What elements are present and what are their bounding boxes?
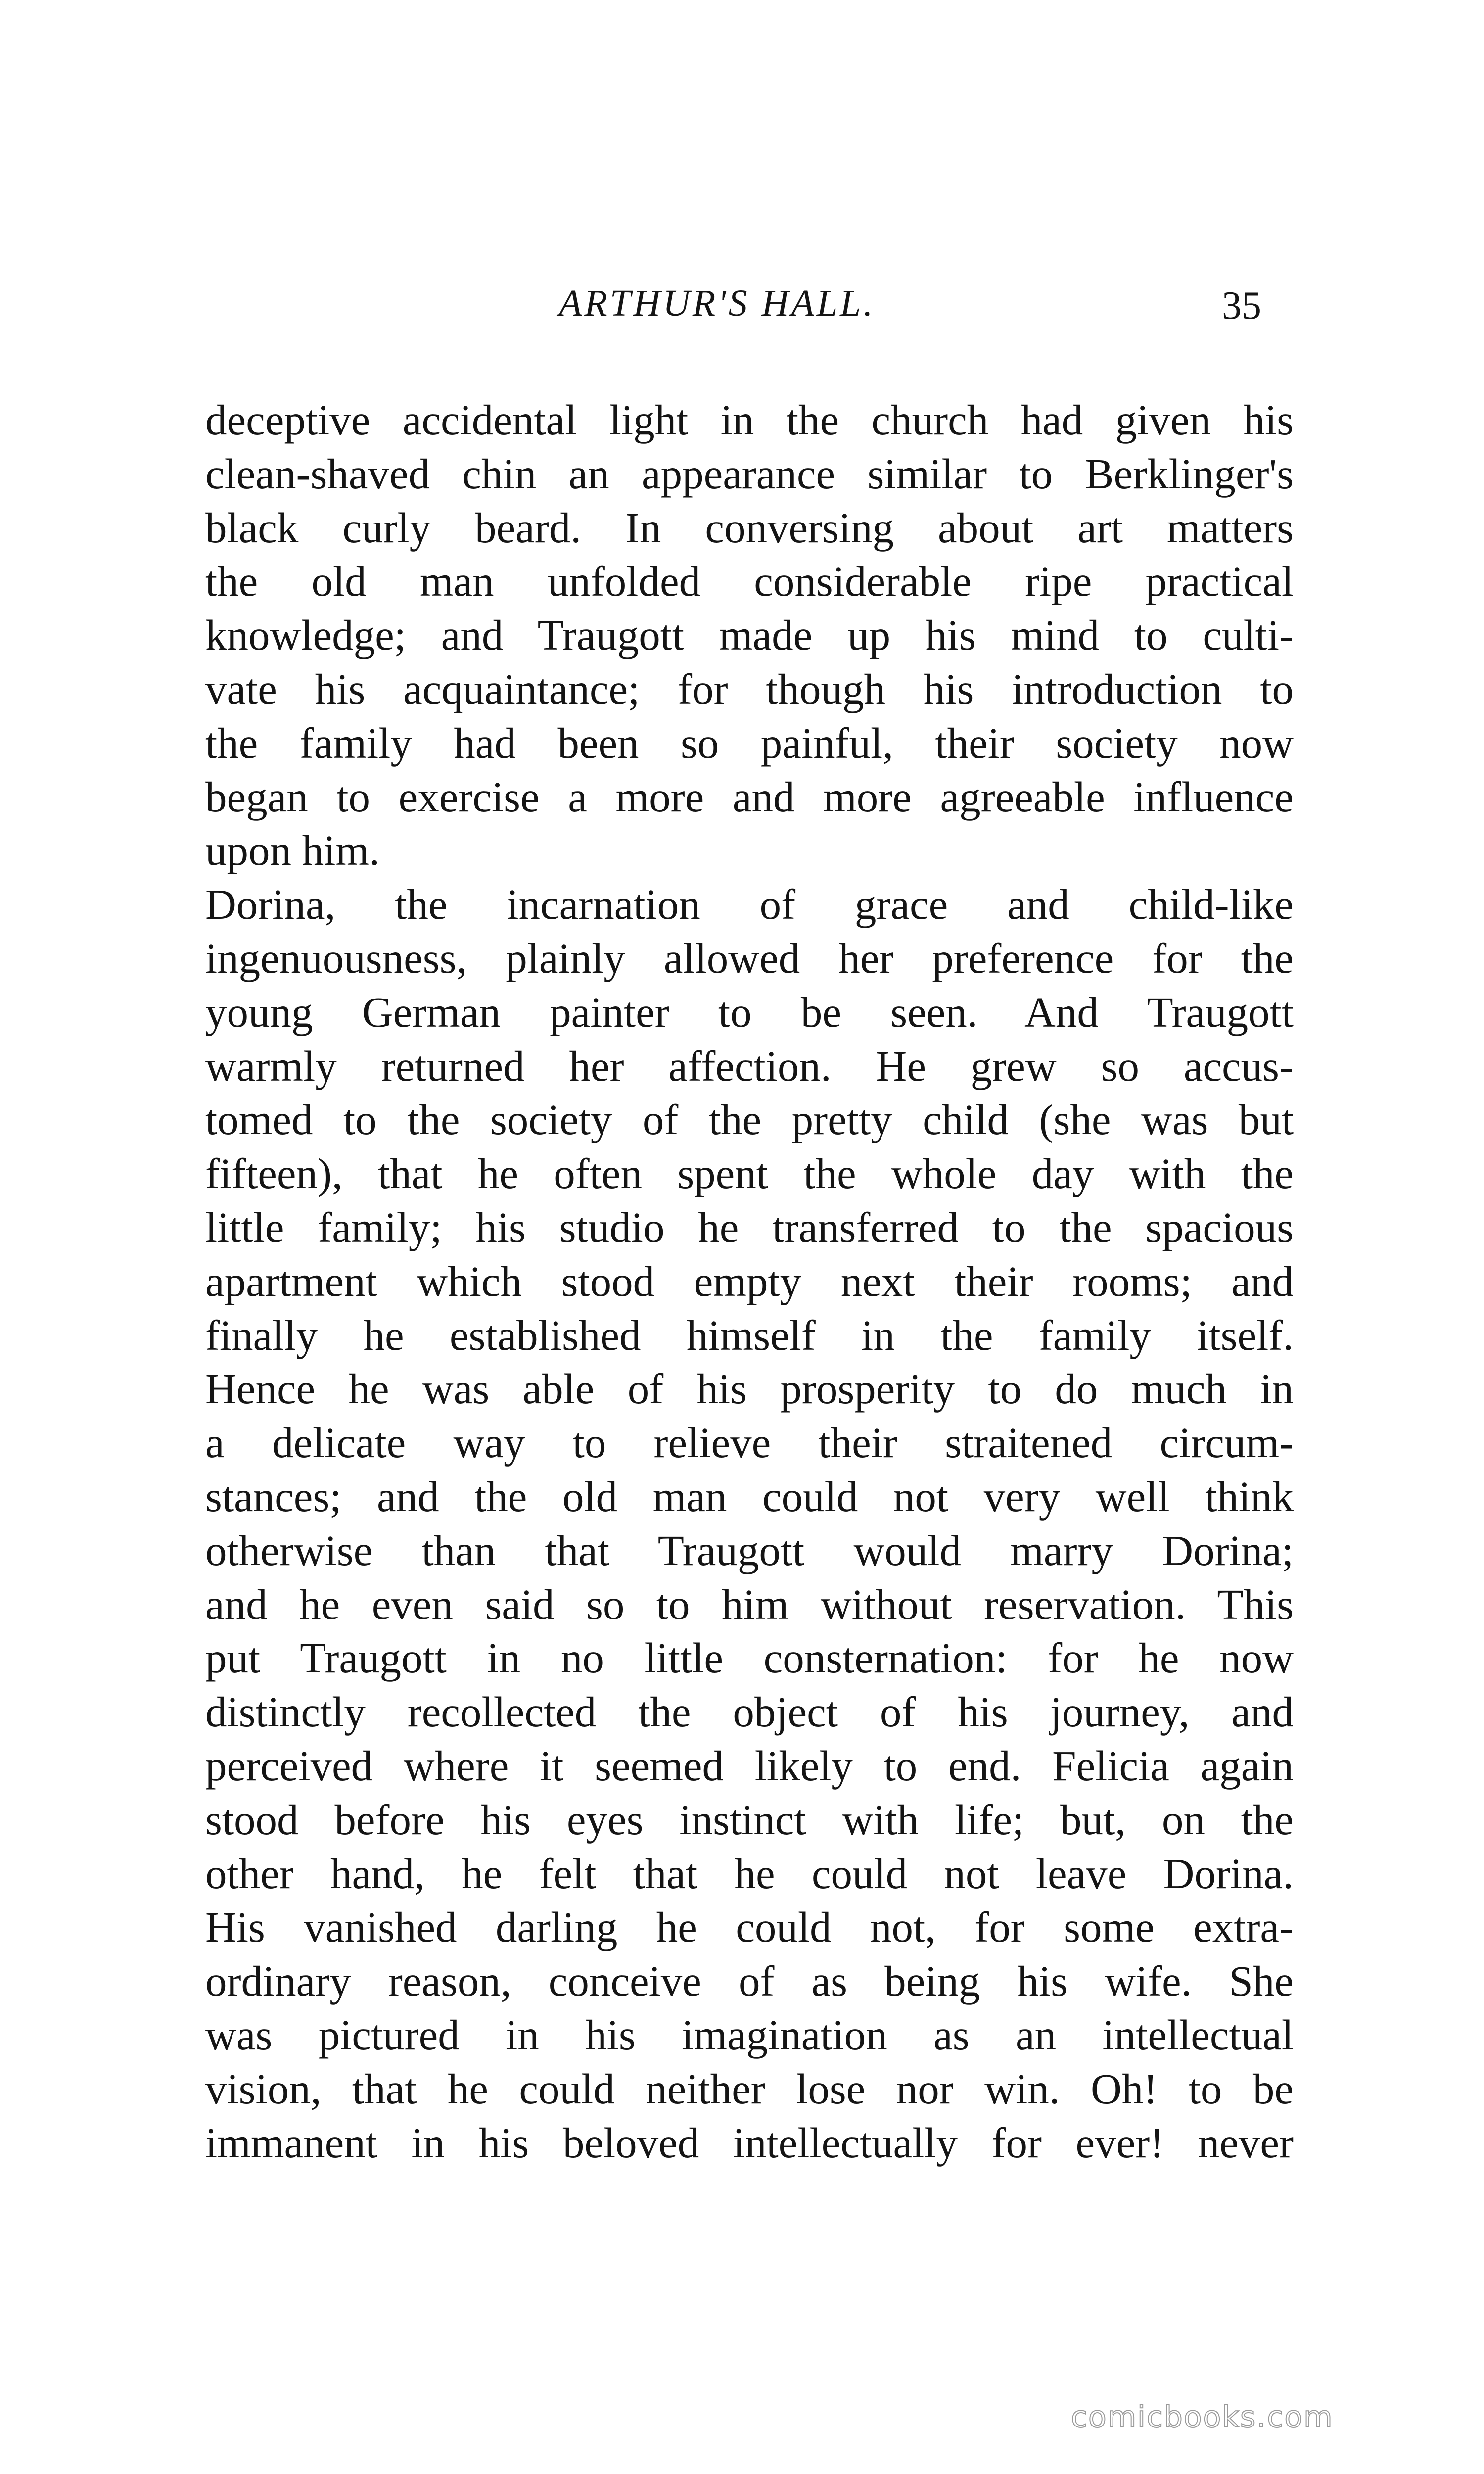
text-line: vision, that he could neither lose nor win. Oh! to be xyxy=(205,2064,1294,2113)
text-line: warmly returned her affection. He grew so accus- xyxy=(205,1042,1294,1090)
text-line: and he even said so to him without reservation. This xyxy=(205,1580,1294,1628)
body-text xyxy=(205,393,1294,2170)
running-head: ARTHUR'S HALL. xyxy=(559,283,876,324)
text-line: stood before his eyes instinct with life; but, on the xyxy=(205,1795,1294,1844)
text-line: perceived where it seemed likely to end. Felicia again xyxy=(205,1741,1294,1790)
text-line: Dorina, the incarnation of grace and child-like xyxy=(205,880,1294,929)
text-line: upon him. xyxy=(205,826,380,875)
text-line: otherwise than that Traugott would marry Dorina; xyxy=(205,1526,1294,1574)
text-line: the old man unfolded considerable ripe practical xyxy=(205,557,1294,606)
text-line: young German painter to be seen. And Traugott xyxy=(205,988,1294,1036)
text-line: immanent in his beloved intellectually for ever! never xyxy=(205,2118,1294,2167)
text-line: stances; and the old man could not very well think xyxy=(205,1472,1294,1521)
text-line: ordinary reason, conceive of as being his wife. She xyxy=(205,1957,1294,2005)
text-line: was pictured in his imagination as an intellectual xyxy=(205,2010,1294,2059)
text-line: His vanished darling he could not, for some extra- xyxy=(205,1903,1294,1951)
page-number: 35 xyxy=(1222,284,1261,328)
text-line: tomed to the society of the pretty child (she was but xyxy=(205,1095,1294,1144)
text-line: other hand, he felt that he could not leave Dorina. xyxy=(205,1849,1294,1898)
text-line: put Traugott in no little consternation: for he now xyxy=(205,1634,1294,1682)
text-line: Hence he was able of his prosperity to do much in xyxy=(205,1365,1294,1413)
text-line: apartment which stood empty next their rooms; and xyxy=(205,1257,1294,1305)
text-line: ingenuousness, plainly allowed her preference for the xyxy=(205,934,1294,982)
text-line: deceptive accidental light in the church had given his xyxy=(205,396,1294,444)
text-line: clean-shaved chin an appearance similar to Berklinger's xyxy=(205,449,1294,498)
text-line: black curly beard. In conversing about art matters xyxy=(205,503,1294,552)
text-line: began to exercise a more and more agreeable influence xyxy=(205,772,1294,821)
text-line: distinctly recollected the object of his journey, and xyxy=(205,1688,1294,1736)
text-line: the family had been so painful, their society now xyxy=(205,718,1294,767)
text-line: a delicate way to relieve their straitened circum- xyxy=(205,1419,1294,1467)
text-line: little family; his studio he transferred to the spacious xyxy=(205,1203,1294,1251)
text-line: knowledge; and Traugott made up his mind to culti- xyxy=(205,611,1294,660)
text-line: fifteen), that he often spent the whole day with the xyxy=(205,1149,1294,1198)
text-line: finally he established himself in the family itself. xyxy=(205,1311,1294,1359)
watermark: comicbooks.com xyxy=(1071,2400,1334,2434)
text-line: vate his acquaintance; for though his introduction to xyxy=(205,665,1294,713)
